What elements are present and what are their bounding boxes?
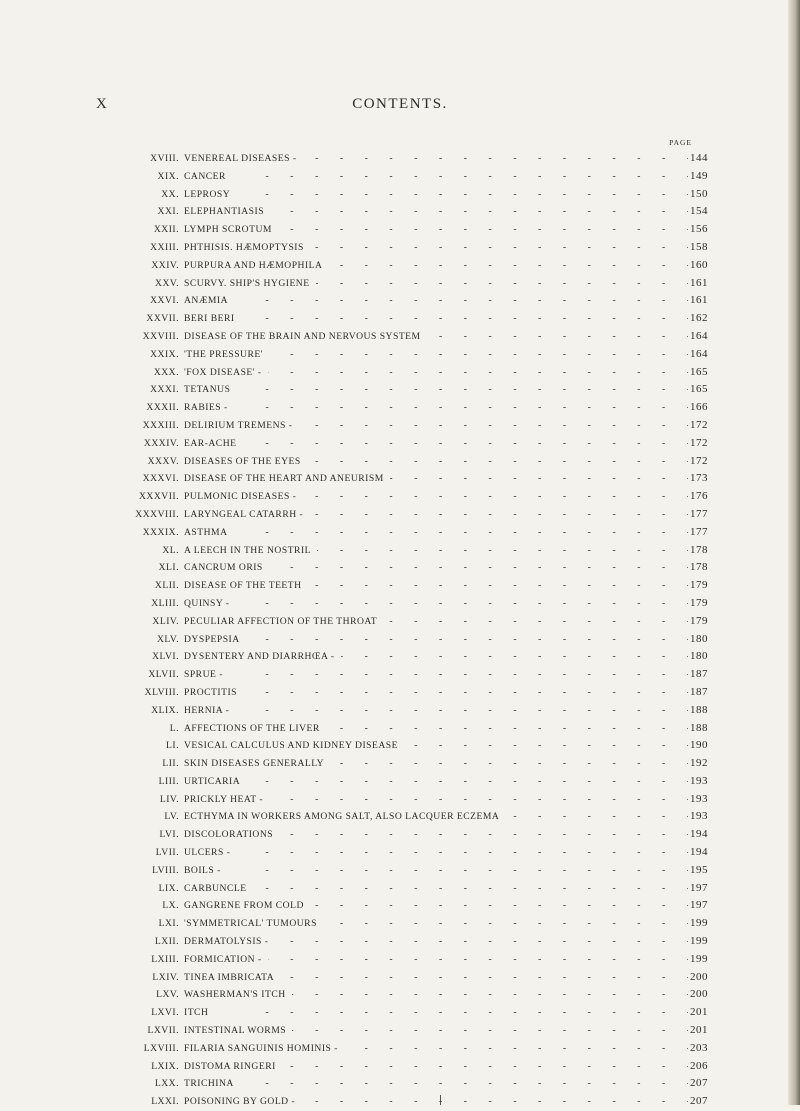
- toc-entry: [0, 1093, 800, 1111]
- chapter-page: 187: [688, 666, 712, 684]
- chapter-page: 178: [688, 542, 712, 560]
- toc-entry: [0, 613, 800, 631]
- chapter-title: TETANUS: [184, 381, 236, 399]
- chapter-title: PULMONIC DISEASES -: [184, 488, 302, 506]
- chapter-number: XLVII.: [148, 669, 179, 681]
- chapter-page: 154: [688, 203, 712, 221]
- chapter-page: 149: [688, 168, 712, 186]
- chapter-page: 195: [688, 862, 712, 880]
- chapter-title: DISEASE OF THE TEETH: [184, 577, 308, 595]
- chapter-title: HERNIA -: [184, 702, 235, 720]
- chapter-title: A LEECH IN THE NOSTRIL: [184, 542, 317, 560]
- chapter-number: XXIX.: [150, 348, 179, 360]
- toc-entry: [0, 203, 800, 221]
- toc-entry: [0, 381, 800, 399]
- chapter-title: DERMATOLYSIS -: [184, 933, 274, 951]
- chapter-number: LXXI.: [151, 1096, 179, 1108]
- chapter-number: XLIV.: [152, 615, 179, 627]
- toc-entry: [0, 897, 800, 915]
- chapter-title: PECULIAR AFFECTION OF THE THROAT: [184, 613, 383, 631]
- chapter-number: LXVII.: [147, 1025, 179, 1037]
- chapter-number: XX.: [161, 188, 179, 200]
- chapter-number: XXXVI.: [142, 473, 179, 485]
- toc-entry: [0, 328, 800, 346]
- chapter-title: PROCTITIS: [184, 684, 243, 702]
- chapter-title: PURPURA AND HÆMOPHILA: [184, 257, 328, 275]
- chapter-title: SPRUE -: [184, 666, 229, 684]
- toc-entry: [0, 720, 800, 738]
- chapter-title: DISCOLORATIONS: [184, 826, 279, 844]
- chapter-title: EAR-ACHE: [184, 435, 243, 453]
- chapter-page: 193: [688, 808, 712, 826]
- leader-dashes: [190, 310, 690, 328]
- chapter-page: 188: [688, 720, 712, 738]
- chapter-number: LXII.: [154, 936, 179, 948]
- toc-entry: [0, 292, 800, 310]
- chapter-page: 199: [688, 915, 712, 933]
- toc-entry: [0, 1022, 800, 1040]
- leader-dashes: [190, 773, 690, 791]
- chapter-title: VENEREAL DISEASES -: [184, 150, 303, 168]
- leader-dashes: [190, 1075, 690, 1093]
- chapter-title: INTESTINAL WORMS: [184, 1022, 292, 1040]
- chapter-page: 177: [688, 506, 712, 524]
- page-header: [0, 96, 800, 116]
- chapter-number: XXVIII.: [142, 330, 179, 342]
- toc-entry: [0, 399, 800, 417]
- toc-entry: [0, 524, 800, 542]
- toc-entry: [0, 275, 800, 293]
- chapter-title: TINEA IMBRICATA: [184, 969, 280, 987]
- leader-dashes: [190, 168, 690, 186]
- chapter-title: DISEASES OF THE EYES: [184, 453, 307, 471]
- toc-entry: [0, 595, 800, 613]
- chapter-title: PRICKLY HEAT -: [184, 791, 269, 809]
- chapter-title: 'THE PRESSURE': [184, 346, 269, 364]
- toc-entry: [0, 1004, 800, 1022]
- chapter-page: 206: [688, 1058, 712, 1076]
- chapter-title: BOILS -: [184, 862, 227, 880]
- chapter-title: PHTHISIS. HÆMOPTYSIS: [184, 239, 310, 257]
- chapter-title: TRICHINA: [184, 1075, 240, 1093]
- chapter-title: LEPROSY: [184, 186, 236, 204]
- chapter-title: DISTOMA RINGERI: [184, 1058, 282, 1076]
- chapter-number: XXI.: [157, 206, 179, 218]
- toc-entry: [0, 951, 800, 969]
- toc-entry: [0, 773, 800, 791]
- toc-entry: [0, 186, 800, 204]
- chapter-number: LII.: [162, 758, 179, 770]
- chapter-number: XXII.: [153, 224, 179, 236]
- chapter-page: 192: [688, 755, 712, 773]
- chapter-number: XXXIII.: [142, 419, 179, 431]
- chapter-page: 194: [688, 826, 712, 844]
- leader-dashes: [190, 381, 690, 399]
- chapter-number: XVIII.: [150, 153, 179, 164]
- leader-dashes: [190, 880, 690, 898]
- chapter-page: 193: [688, 773, 712, 791]
- chapter-page: 201: [688, 1022, 712, 1040]
- chapter-title: RABIES -: [184, 399, 234, 417]
- chapter-number: XXXIV.: [143, 437, 179, 449]
- toc-entry: [0, 559, 800, 577]
- leader-dashes: [190, 684, 690, 702]
- chapter-page: 201: [688, 1004, 712, 1022]
- toc-entry: [0, 684, 800, 702]
- chapter-page: 144: [688, 150, 712, 168]
- chapter-page: 197: [688, 880, 712, 898]
- chapter-page: 188: [688, 702, 712, 720]
- chapter-page: 172: [688, 435, 712, 453]
- chapter-number: XXXV.: [147, 455, 179, 467]
- toc-entry: [0, 1075, 800, 1093]
- page-column-label: PAGE: [669, 138, 692, 147]
- chapter-title: CARBUNCLE: [184, 880, 253, 898]
- leader-dashes: [190, 862, 690, 880]
- leader-dashes: [190, 595, 690, 613]
- leader-dashes: [190, 631, 690, 649]
- chapter-page: 180: [688, 648, 712, 666]
- chapter-title: DYSPEPSIA: [184, 631, 246, 649]
- toc-entry: [0, 453, 800, 471]
- toc-entry: [0, 346, 800, 364]
- chapter-page: 187: [688, 684, 712, 702]
- chapter-title: 'FOX DISEASE' -: [184, 364, 268, 382]
- chapter-page: 179: [688, 577, 712, 595]
- chapter-page: 164: [688, 346, 712, 364]
- toc-entry: [0, 470, 800, 488]
- chapter-number: XXIV.: [151, 259, 179, 271]
- toc-entry: [0, 1058, 800, 1076]
- toc-entry: [0, 150, 800, 168]
- leader-dashes: [190, 844, 690, 862]
- toc-entry: [0, 862, 800, 880]
- chapter-number: LV.: [164, 811, 179, 823]
- chapter-number: LXI.: [158, 918, 179, 930]
- chapter-page: 172: [688, 453, 712, 471]
- chapter-page: 197: [688, 897, 712, 915]
- toc-entry: [0, 542, 800, 560]
- leader-dashes: [190, 666, 690, 684]
- chapter-page: 194: [688, 844, 712, 862]
- chapter-number: XXV.: [155, 277, 179, 289]
- chapter-title: WASHERMAN'S ITCH: [184, 986, 292, 1004]
- chapter-title: SKIN DISEASES GENERALLY: [184, 755, 330, 773]
- toc-entry: [0, 880, 800, 898]
- toc-entry: [0, 826, 800, 844]
- chapter-number: XLIX.: [151, 704, 179, 716]
- chapter-title: VESICAL CALCULUS AND KIDNEY DISEASE: [184, 737, 404, 755]
- chapter-title: ELEPHANTIASIS: [184, 203, 270, 221]
- chapter-title: POISONING BY GOLD -: [184, 1093, 301, 1111]
- chapter-title: 'SYMMETRICAL' TUMOURS: [184, 915, 323, 933]
- chapter-number: LVIII.: [152, 864, 179, 876]
- chapter-page: 199: [688, 951, 712, 969]
- leader-dashes: [190, 186, 690, 204]
- chapter-title: BERI BERI: [184, 310, 241, 328]
- chapter-page: 150: [688, 186, 712, 204]
- chapter-number: XXXI.: [150, 384, 179, 396]
- chapter-number: LIII.: [158, 775, 179, 787]
- running-title: CONTENTS.: [352, 96, 448, 112]
- chapter-page: 207: [688, 1093, 712, 1111]
- chapter-number: LIV.: [159, 793, 179, 805]
- chapter-number: LXV.: [156, 989, 179, 1001]
- chapter-page: 160: [688, 257, 712, 275]
- chapter-page: 161: [688, 292, 712, 310]
- chapter-page: 200: [688, 986, 712, 1004]
- toc-entry: [0, 631, 800, 649]
- chapter-page: 190: [688, 737, 712, 755]
- table-of-contents: [0, 150, 800, 1111]
- chapter-page: 165: [688, 364, 712, 382]
- chapter-page: 177: [688, 524, 712, 542]
- chapter-number: XXXVIII.: [135, 508, 179, 520]
- chapter-number: LI.: [166, 740, 179, 752]
- chapter-page: 161: [688, 275, 712, 293]
- chapter-title: DELIRIUM TREMENS -: [184, 417, 299, 435]
- chapter-title: SCURVY. SHIP'S HYGIENE: [184, 275, 316, 293]
- chapter-page: 162: [688, 310, 712, 328]
- chapter-title: DYSENTERY AND DIARRHŒA -: [184, 648, 341, 666]
- chapter-page: 166: [688, 399, 712, 417]
- chapter-number: LVI.: [159, 829, 179, 841]
- chapter-title: LARYNGEAL CATARRH -: [184, 506, 309, 524]
- chapter-title: ITCH: [184, 1004, 214, 1022]
- chapter-number: XXXIX.: [142, 526, 179, 538]
- chapter-page: 199: [688, 933, 712, 951]
- toc-entry: [0, 168, 800, 186]
- toc-entry: [0, 755, 800, 773]
- chapter-number: LXX.: [154, 1078, 179, 1090]
- toc-entry: [0, 506, 800, 524]
- toc-entry: [0, 221, 800, 239]
- chapter-title: ANÆMIA: [184, 292, 234, 310]
- toc-entry: [0, 986, 800, 1004]
- chapter-number: XLII.: [154, 580, 179, 592]
- chapter-number: XL.: [162, 544, 179, 556]
- toc-entry: [0, 364, 800, 382]
- chapter-title: FORMICATION -: [184, 951, 268, 969]
- toc-entry: [0, 808, 800, 826]
- toc-entry: [0, 577, 800, 595]
- chapter-page: 193: [688, 791, 712, 809]
- chapter-number: LXVI.: [151, 1007, 179, 1019]
- chapter-page: 179: [688, 595, 712, 613]
- chapter-title: GANGRENE FROM COLD: [184, 897, 310, 915]
- toc-entry: [0, 648, 800, 666]
- chapter-number: XLV.: [157, 633, 179, 645]
- chapter-title: DISEASE OF THE HEART AND ANEURISM: [184, 470, 390, 488]
- toc-entry: [0, 969, 800, 987]
- chapter-page: 180: [688, 631, 712, 649]
- leader-dashes: [190, 524, 690, 542]
- leader-dashes: [190, 292, 690, 310]
- toc-entry: [0, 844, 800, 862]
- toc-entry: [0, 933, 800, 951]
- toc-entry: [0, 1040, 800, 1058]
- toc-entry: [0, 417, 800, 435]
- chapter-page: 156: [688, 221, 712, 239]
- chapter-title: ASTHMA: [184, 524, 234, 542]
- toc-entry: [0, 435, 800, 453]
- chapter-number: XLVI.: [152, 651, 179, 663]
- chapter-title: AFFECTIONS OF THE LIVER: [184, 720, 326, 738]
- chapter-title: QUINSY -: [184, 595, 235, 613]
- toc-entry: [0, 737, 800, 755]
- chapter-title: DISEASE OF THE BRAIN AND NERVOUS SYSTEM: [184, 328, 427, 346]
- chapter-number: XLI.: [158, 562, 179, 574]
- chapter-number: XXXVII.: [138, 491, 179, 503]
- chapter-number: LIX.: [158, 882, 179, 894]
- chapter-page: 176: [688, 488, 712, 506]
- chapter-page: 200: [688, 969, 712, 987]
- chapter-number: LXIII.: [151, 953, 179, 965]
- chapter-page: 178: [688, 559, 712, 577]
- chapter-number: XXVI.: [150, 295, 179, 307]
- chapter-number: XXXII.: [146, 402, 179, 414]
- toc-entry: [0, 488, 800, 506]
- page-edge-shadow: [788, 0, 800, 1105]
- toc-entry: [0, 257, 800, 275]
- chapter-number: LXVIII.: [143, 1042, 179, 1054]
- chapter-number: XLIII.: [151, 597, 179, 609]
- chapter-title: LYMPH SCROTUM: [184, 221, 278, 239]
- toc-entry: [0, 702, 800, 720]
- leader-dashes: [190, 435, 690, 453]
- toc-entry: [0, 666, 800, 684]
- toc-entry: [0, 239, 800, 257]
- chapter-page: 172: [688, 417, 712, 435]
- chapter-title: CANCRUM ORIS: [184, 559, 269, 577]
- chapter-page: 179: [688, 613, 712, 631]
- leader-dashes: [190, 399, 690, 417]
- chapter-number: XLVIII.: [144, 686, 179, 698]
- toc-entry: [0, 915, 800, 933]
- chapter-number: L.: [169, 722, 179, 734]
- chapter-title: FILARIA SANGUINIS HOMINIS -: [184, 1040, 344, 1058]
- leader-dashes: [190, 702, 690, 720]
- leader-dashes: [190, 1004, 690, 1022]
- chapter-page: 207: [688, 1075, 712, 1093]
- chapter-page: 158: [688, 239, 712, 257]
- chapter-title: CANCER: [184, 168, 232, 186]
- chapter-number: XXX.: [153, 366, 179, 378]
- chapter-number: XIX.: [157, 170, 179, 182]
- page-number: X: [96, 96, 108, 112]
- chapter-page: 164: [688, 328, 712, 346]
- toc-entry: [0, 791, 800, 809]
- chapter-number: LXIX.: [151, 1060, 179, 1072]
- toc-entry: [0, 310, 800, 328]
- chapter-number: LX.: [162, 900, 179, 912]
- chapter-number: LVII.: [155, 847, 179, 859]
- chapter-title: ULCERS -: [184, 844, 236, 862]
- chapter-title: ECTHYMA IN WORKERS AMONG SALT, ALSO LACQUER ECZEMA: [184, 808, 505, 826]
- chapter-page: 203: [688, 1040, 712, 1058]
- chapter-number: LXIV.: [152, 971, 179, 983]
- chapter-title: URTICARIA: [184, 773, 246, 791]
- chapter-page: 165: [688, 381, 712, 399]
- chapter-page: 173: [688, 470, 712, 488]
- chapter-number: XXIII.: [150, 241, 179, 253]
- chapter-number: XXVII.: [146, 313, 179, 325]
